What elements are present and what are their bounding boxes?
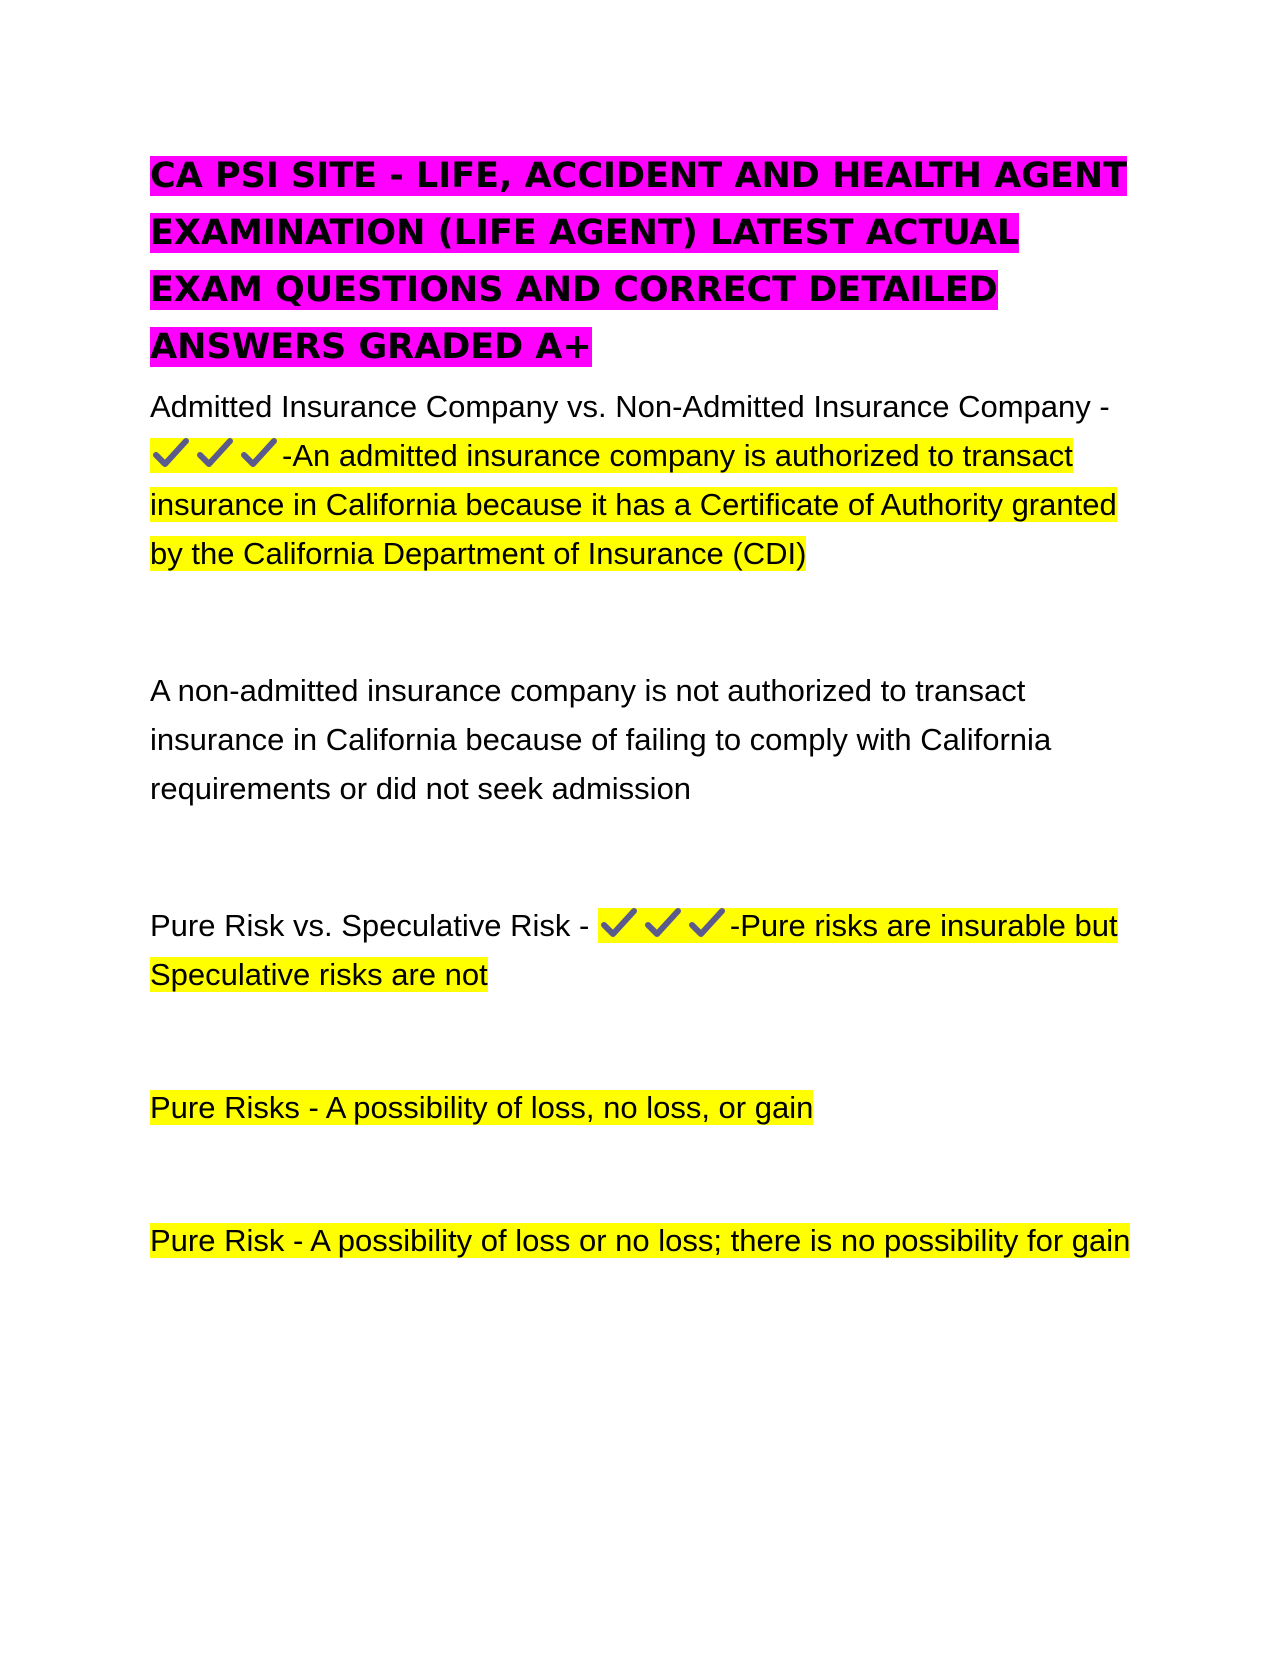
- entry-term: Admitted Insurance Company vs. Non-Admitted Insurance Company -: [150, 389, 1110, 424]
- title-highlight: CA PSI SITE - LIFE, ACCIDENT AND HEALTH AGENT EXAMINATION (LIFE AGENT) LATEST ACTUAL EXAM QUESTIONS AND CORRECT DETAILED ANSWERS GRADED A+: [150, 156, 1128, 367]
- check-mark-icon: [150, 436, 194, 470]
- check-mark-icon: [598, 906, 642, 940]
- document-page: [150, 148, 1140, 1265]
- entry-term: Pure Risk vs. Speculative Risk -: [150, 908, 598, 943]
- check-mark-icon: [238, 436, 282, 470]
- text-highlight: Pure Risk - A possibility of loss or no loss; there is no possibility for gain: [150, 1223, 1131, 1258]
- entry-answer: -Pure risks are insurable but Speculative risks are not: [150, 908, 1118, 992]
- check-mark-icon: [642, 906, 686, 940]
- check-mark-icon: [194, 436, 238, 470]
- document-title: [150, 148, 1140, 376]
- entry-text: A non-admitted insurance company is not authorized to transact insurance in California because of failing to comply with California requirements or did not seek admission: [150, 673, 1052, 806]
- entry-non-admitted-company: [150, 666, 1140, 813]
- check-group: [150, 431, 282, 480]
- entry-pure-risks: [150, 1083, 1140, 1132]
- entry-admitted-company: [150, 382, 1140, 578]
- check-group: [598, 901, 730, 950]
- text-highlight: Pure Risks - A possibility of loss, no loss, or gain: [150, 1090, 814, 1125]
- entry-pure-vs-speculative: [150, 901, 1140, 999]
- entry-pure-risk: [150, 1216, 1140, 1265]
- answer-highlight: [150, 438, 1117, 571]
- entry-answer: -An admitted insurance company is authorized to transact insurance in California because it has a Certificate of Authority granted by the California Department of Insurance (CDI): [150, 438, 1117, 571]
- check-mark-icon: [686, 906, 730, 940]
